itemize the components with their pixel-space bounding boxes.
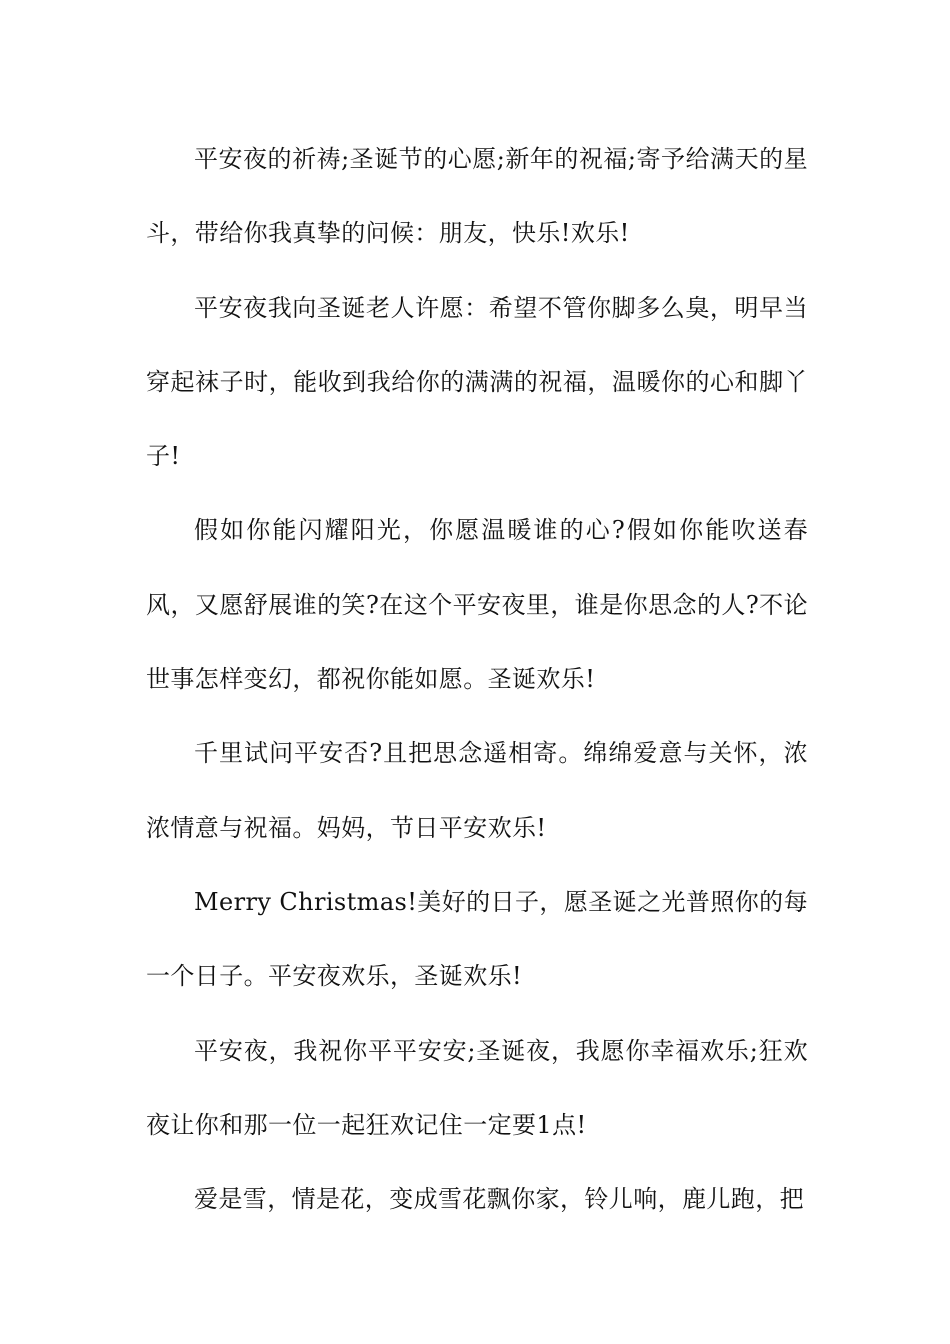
paragraph-7: 爱是雪，情是花，变成雪花飘你家，铃儿响，鹿儿跑，把 [194, 1185, 804, 1214]
paragraph-2: 平安夜我向圣诞老人许愿：希望不管你脚多么臭，明早当穿起袜子时，能收到我给你的满满的祝福，温暖你的心和脚丫子! [146, 293, 808, 471]
paragraph-3: 假如你能闪耀阳光，你愿温暖谁的心?假如你能吹送春风，又愿舒展谁的笑?在这个平安夜里，谁是你思念的人?不论世事怎样变幻，都祝你能如愿。圣诞欢乐! [146, 516, 808, 694]
paragraph-4: 千里试问平安否?且把思念遥相寄。绵绵爱意与关怀，浓浓情意与祝福。妈妈，节日平安欢乐! [146, 739, 808, 842]
paragraph-6: 平安夜，我祝你平平安安;圣诞夜，我愿你幸福欢乐;狂欢夜让你和那一位一起狂欢记住一定要1点! [146, 1036, 808, 1139]
paragraph-5: Merry Christmas!美好的日子，愿圣诞之光普照你的每一个日子。平安夜欢乐，圣诞欢乐! [146, 887, 808, 991]
document-body [146, 122, 808, 1236]
paragraph-1: 平安夜的祈祷;圣诞节的心愿;新年的祝福;寄予给满天的星斗，带给你我真挚的问候：朋友，快乐!欢乐! [146, 145, 808, 248]
